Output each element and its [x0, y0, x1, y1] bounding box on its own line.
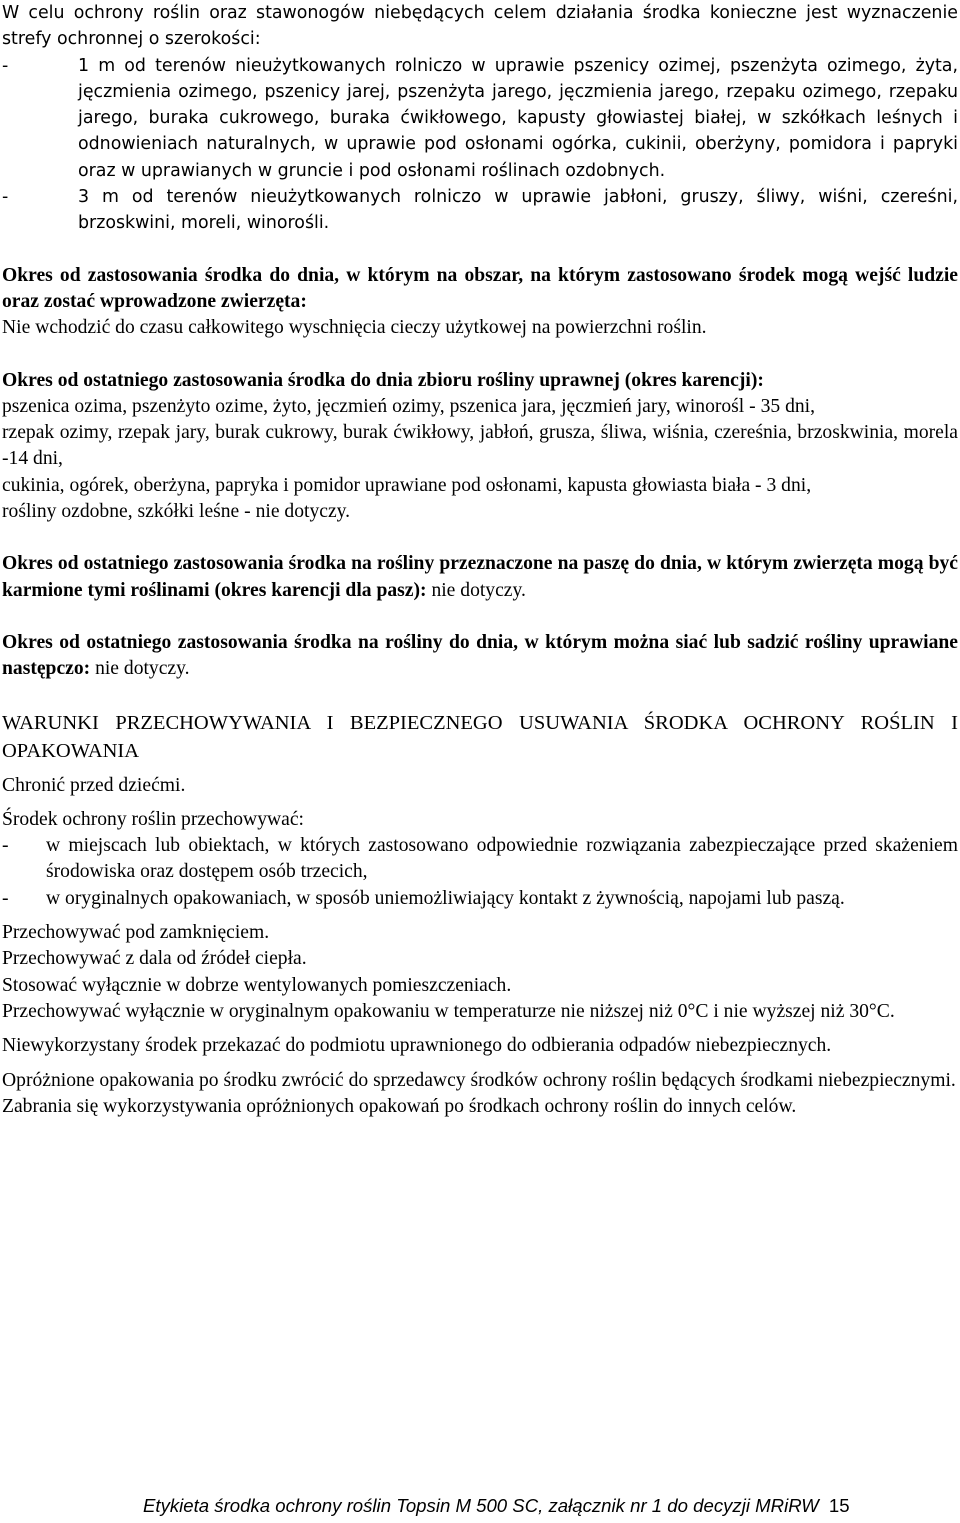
preharvest-line: rzepak ozimy, rzepak jary, burak cukrowy, burak ćwikłowy, jabłoń, grusza, śliwa, wiśnia, czereśnia, brzoskwinia, morela -14 dni,: [2, 422, 958, 470]
storage-rule: Przechowywać z dala od źródeł ciepła.: [2, 948, 307, 970]
storage-rule: Przechowywać pod zamknięciem.: [2, 922, 270, 944]
storage-rule: Przechowywać wyłącznie w oryginalnym opakowaniu w temperaturze nie niższej niż 0°C i nie wyższej niż 30°C.: [2, 1000, 895, 1022]
store-item: [2, 886, 958, 912]
children-warning: Chronić przed dziećmi.: [2, 774, 186, 796]
preharvest-line: pszenica ozima, pszenżyto ozime, żyto, jęczmień ozimy, pszenica jara, jęczmień jary, winorośl - 35 dni,: [2, 395, 816, 417]
store-item-text: w oryginalnych opakowaniach, w sposób uniemożliwiający kontakt z żywnością, napojami lub paszą.: [46, 887, 845, 909]
buffer-zone-item-text: 3 m od terenów nieużytkowanych rolniczo w uprawie jabłoni, gruszy, śliwy, wiśni, czereśni, brzoskwini, moreli, winorośli.: [78, 187, 958, 234]
store-item: [2, 833, 958, 886]
list-dash: -: [2, 187, 9, 208]
store-item-text: w miejscach lub obiektach, w których zastosowano odpowiednie rozwiązania zabezpieczające przed skażeniem środowiska oraz dostępem osób trzecich,: [46, 835, 958, 883]
feed-section: [2, 551, 958, 604]
reentry-section: [2, 263, 958, 342]
succession-heading: Okres od ostatniego zastosowania środka na rośliny do dnia, w którym można siać lub sadzić rośliny uprawiane następczo:: [2, 631, 958, 680]
feed-value: nie dotyczy.: [431, 579, 526, 601]
succession-section: [2, 630, 958, 683]
disposal-text: Niewykorzystany środek przekazać do podmiotu uprawnionego do odbierania odpadów niebezpiecznych.: [2, 1035, 832, 1057]
list-dash: -: [2, 835, 9, 857]
page-footer: [143, 1494, 958, 1518]
footer-text: Etykieta środka ochrony roślin Topsin M 500 SC, załącznik nr 1 do decyzji MRiRW: [143, 1495, 819, 1516]
reentry-text: Nie wchodzić do czasu całkowitego wyschnięcia cieczy użytkowej na powierzchni roślin.: [2, 317, 707, 339]
buffer-zone-item-text: 1 m od terenów nieużytkowanych rolniczo w uprawie pszenicy ozimej, pszenżyta ozimego, żyta, jęczmienia ozimego, pszenicy jarej, pszenżyta jarego, jęczmienia jarego, rzepaku ozimego, rzepaku jarego, buraka cukrowego, buraka ćwikłowego, kapusty głowiastej białej, w szkółkach leśnych i odnowieniach naturalnych, w uprawie pod osłonami ogórka, cukinii, oberżyny, pomidora i papryki oraz w uprawianych w gruncie i pod osłonami roślinach ozdobnych.: [78, 55, 958, 181]
preharvest-line: rośliny ozdobne, szkółki leśne - nie dotyczy.: [2, 501, 351, 523]
empty-packaging-return: Opróżnione opakowania po środku zwrócić do sprzedawcy środków ochrony roślin będących środkami niebezpiecznymi.: [2, 1069, 956, 1091]
preharvest-heading: Okres od ostatniego zastosowania środka do dnia zbioru rośliny uprawnej (okres karencji):: [2, 369, 764, 391]
buffer-zone-intro: W celu ochrony roślin oraz stawonogów niebędących celem działania środka konieczne jest wyznaczenie strefy ochronnej o szerokości:: [2, 3, 958, 50]
feed-heading: Okres od ostatniego zastosowania środka na rośliny przeznaczone na paszę do dnia, w którym zwierzęta mogą być karmione tymi roślinami (okres karencji dla pasz):: [2, 553, 958, 601]
list-dash: -: [2, 887, 9, 909]
preharvest-line: cukinia, ogórek, oberżyna, papryka i pomidor uprawiane pod osłonami, kapusta głowiasta biała - 3 dni,: [2, 474, 812, 496]
list-dash: -: [2, 55, 9, 76]
store-intro: Środek ochrony roślin przechowywać:: [2, 808, 304, 830]
reentry-heading: Okres od zastosowania środka do dnia, w którym na obszar, na którym zastosowano środek mogą wejść ludzie oraz zostać wprowadzone zwierzęta:: [2, 264, 958, 312]
storage-rule: Stosować wyłącznie w dobrze wentylowanych pomieszczeniach.: [2, 974, 512, 996]
packaging-reuse-ban: Zabrania się wykorzystywania opróżnionych opakowań po środkach ochrony roślin do innych celów.: [2, 1095, 797, 1117]
buffer-zone-item: [2, 53, 958, 184]
succession-value: nie dotyczy.: [95, 658, 190, 680]
label-document: [2, 0, 958, 1120]
buffer-zone-item: [2, 184, 958, 237]
storage-title: WARUNKI PRZECHOWYWANIA I BEZPIECZNEGO USUWANIA ŚRODKA OCHRONY ROŚLIN I OPAKOWANIA: [2, 711, 958, 762]
page-number: 15: [828, 1495, 850, 1516]
